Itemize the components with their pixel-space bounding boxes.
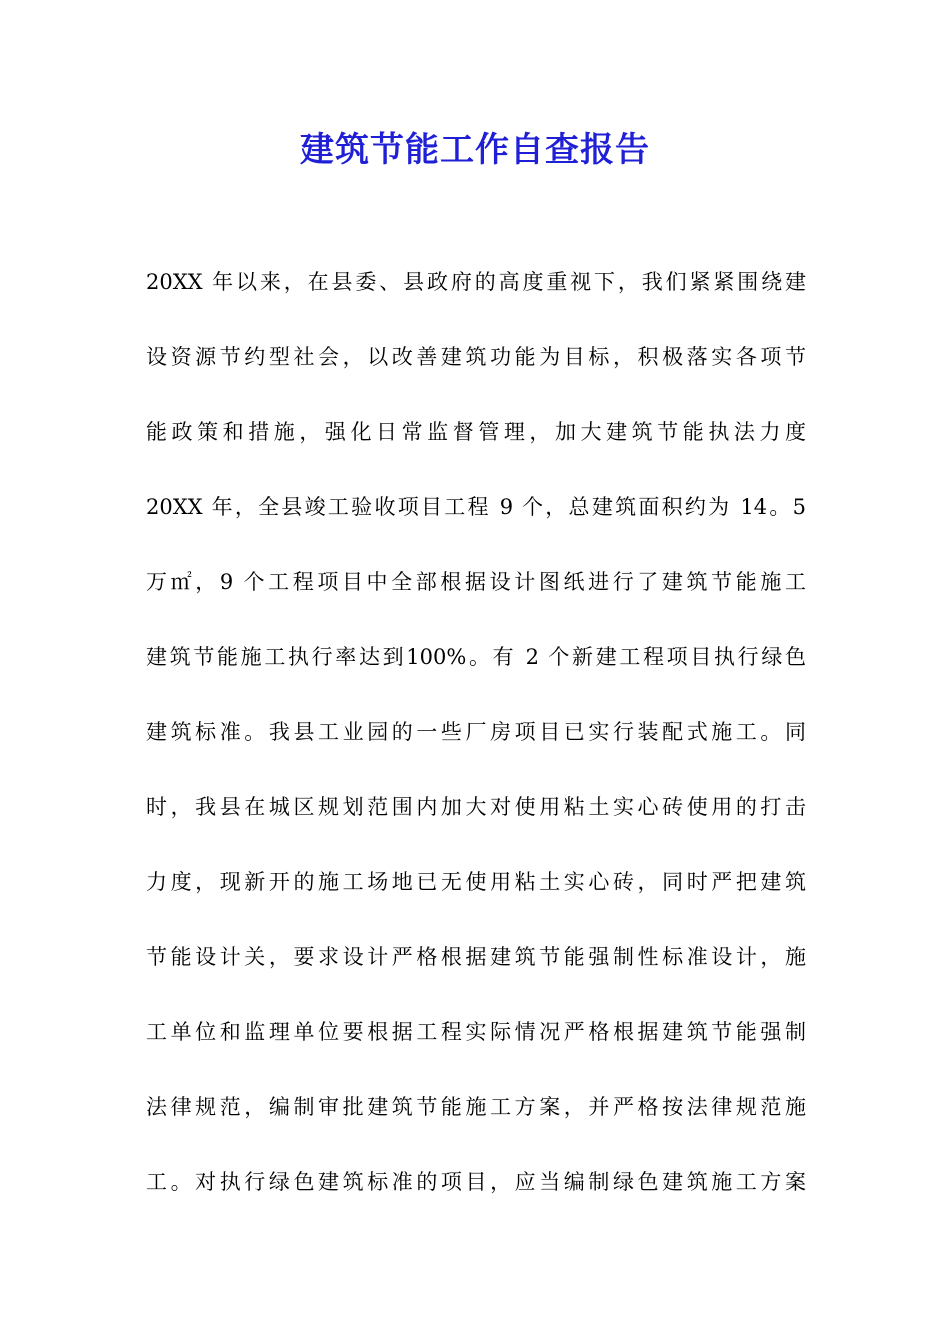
body-line: 法律规范，编制审批建筑节能施工方案，并严格按法律规范施	[146, 1095, 806, 1119]
body-line: 工单位和监理单位要根据工程实际情况严格根据建筑节能强制	[146, 1020, 806, 1044]
body-line: 建筑标准。我县工业园的一些厂房项目已实行装配式施工。同	[146, 720, 806, 744]
body-line: 设资源节约型社会，以改善建筑功能为目标，积极落实各项节	[146, 345, 806, 369]
body-line: 节能设计关，要求设计严格根据建筑节能强制性标准设计，施	[146, 945, 806, 969]
document-body	[146, 262, 806, 1237]
body-line: 时，我县在城区规划范围内加大对使用粘土实心砖使用的打击	[146, 795, 806, 819]
body-line: 力度，现新开的施工场地已无使用粘土实心砖，同时严把建筑	[146, 870, 806, 894]
body-line: 20XX 年以来，在县委、县政府的高度重视下，我们紧紧围绕建	[146, 270, 806, 294]
document-title: 建筑节能工作自查报告	[300, 130, 650, 170]
body-line: 20XX 年，全县竣工验收项目工程 9 个，总建筑面积约为 14。5	[146, 495, 806, 519]
body-line: 工。对执行绿色建筑标准的项目，应当编制绿色建筑施工方案	[146, 1170, 806, 1194]
body-line: 能政策和措施，强化日常监督管理，加大建筑节能执法力度	[146, 420, 806, 444]
body-line: 万㎡，9 个工程项目中全部根据设计图纸进行了建筑节能施工	[146, 570, 806, 594]
body-line: 建筑节能施工执行率达到100%。有 2 个新建工程项目执行绿色	[146, 645, 806, 669]
